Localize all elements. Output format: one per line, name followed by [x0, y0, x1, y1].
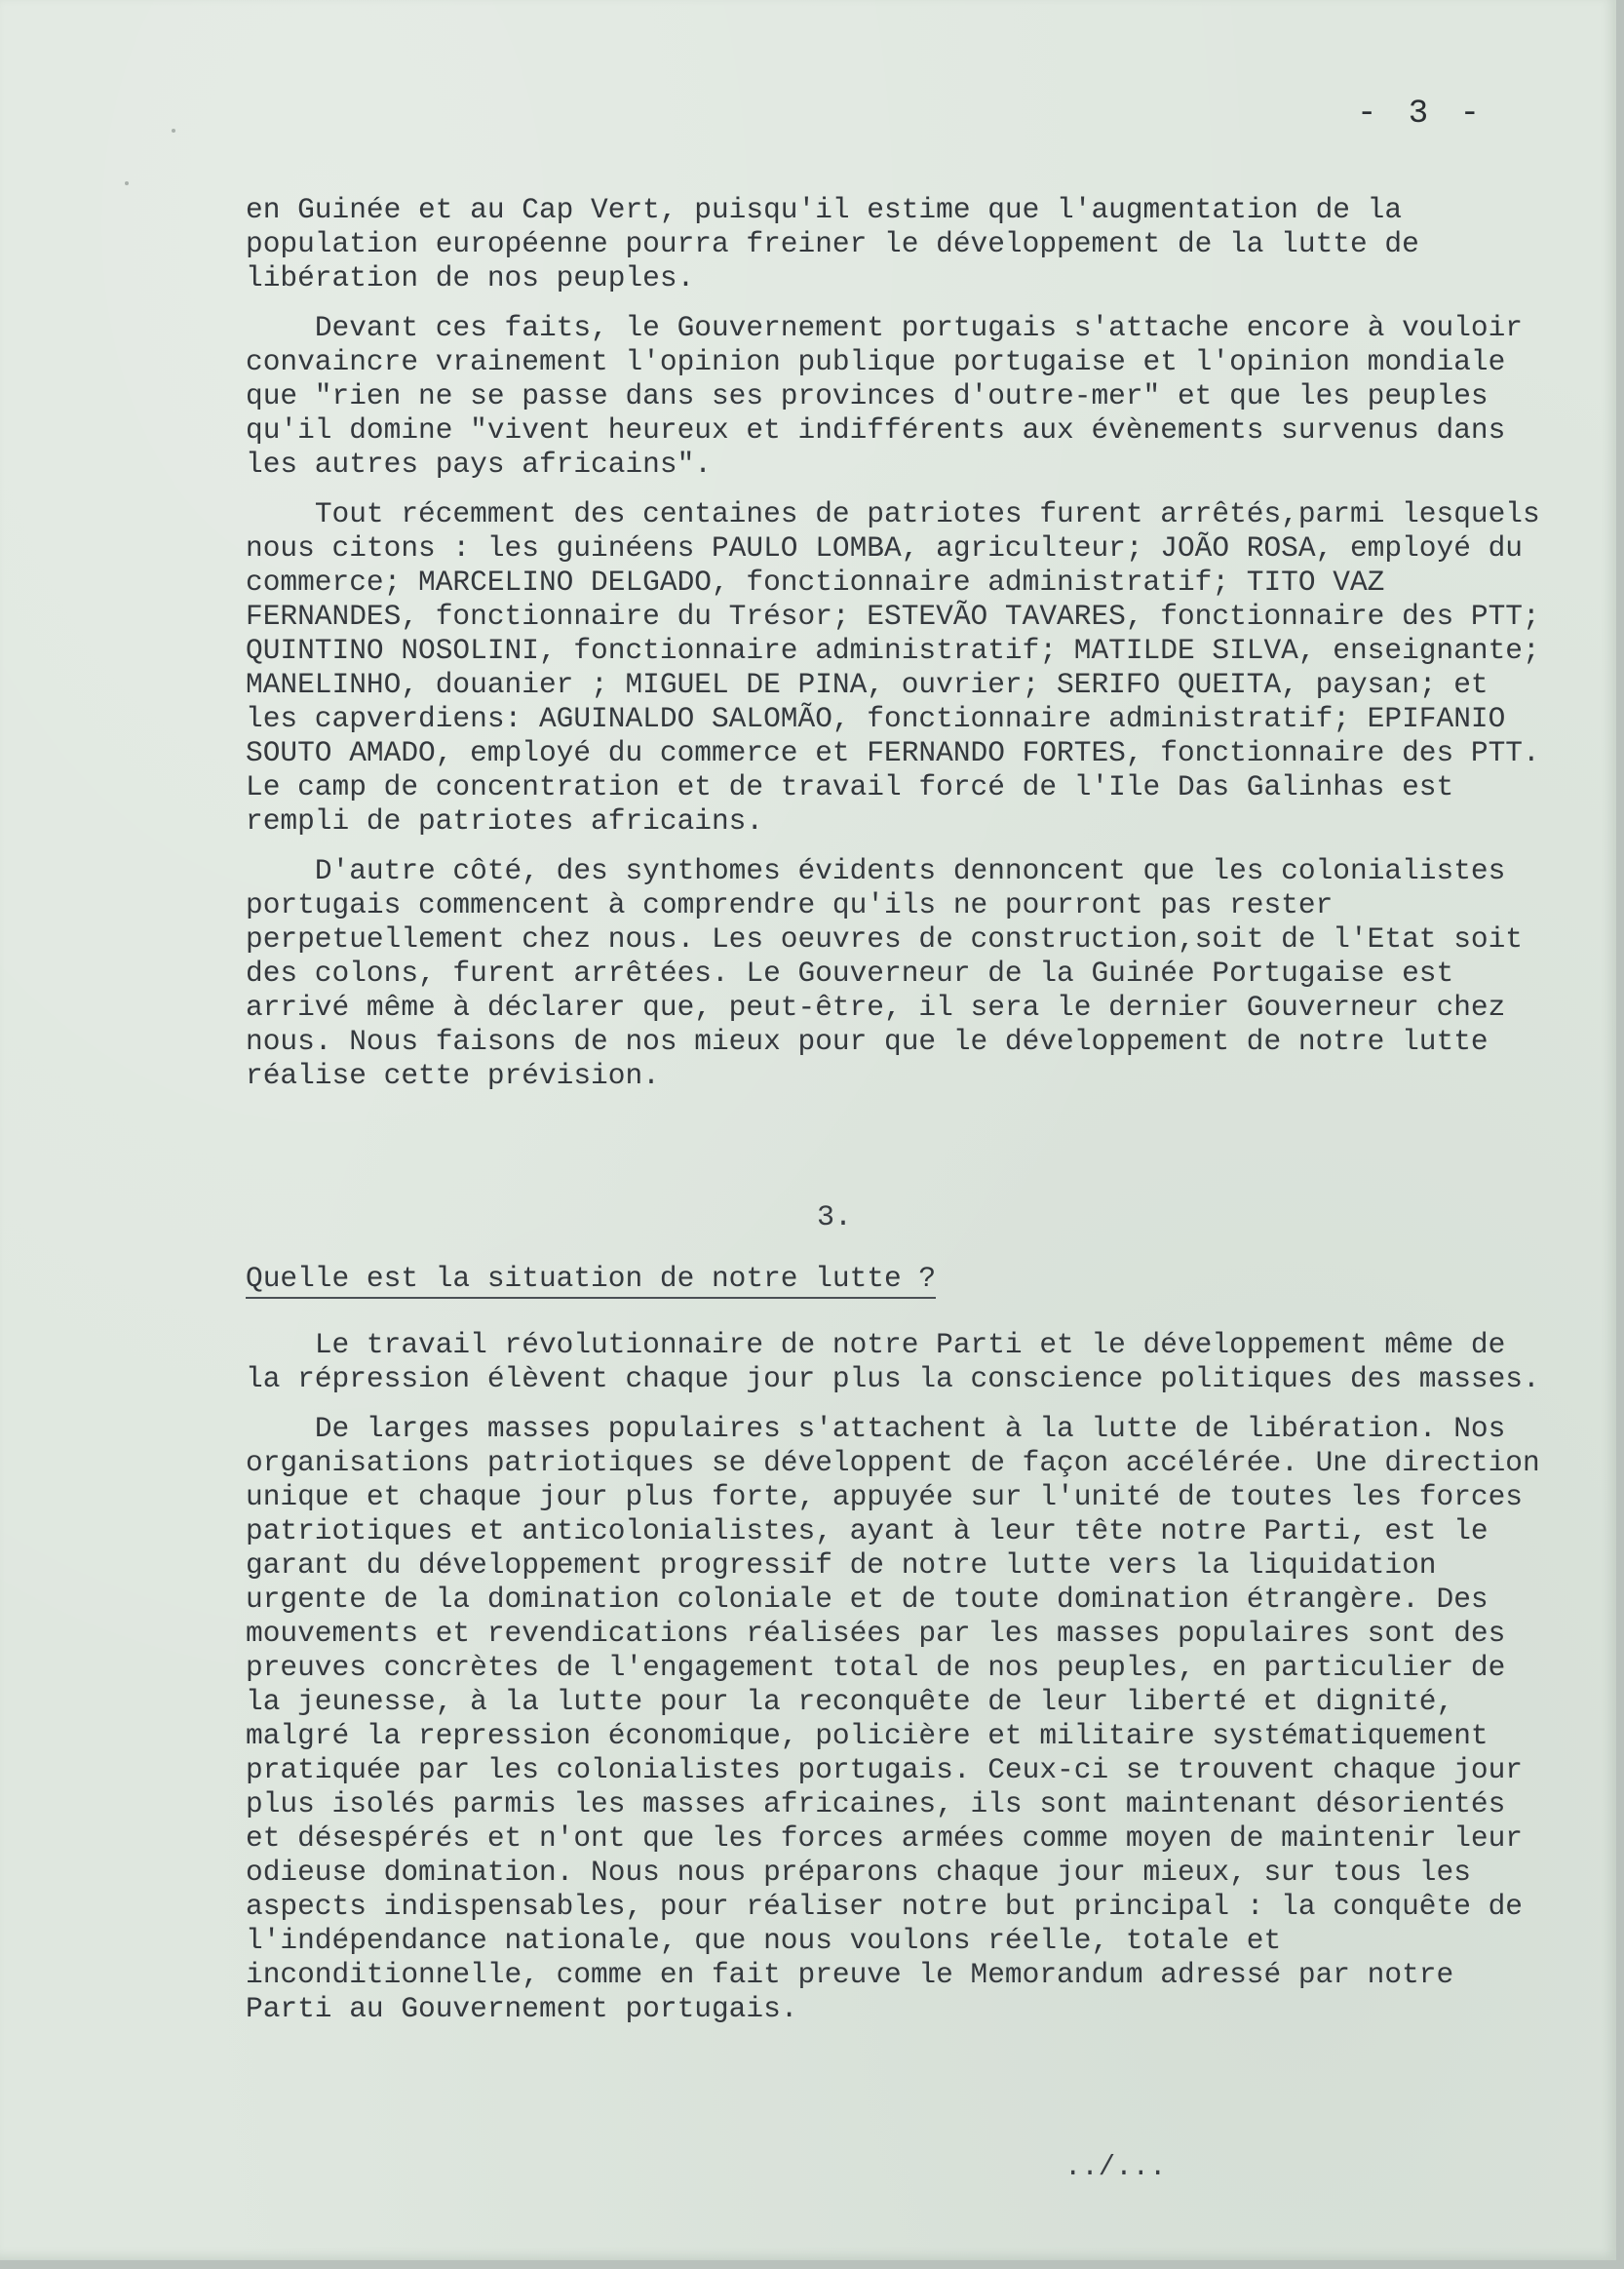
paragraph: Le travail révolutionnaire de notre Parti et le développement même de la répression élèvent chaque jour plus la conscience politiques des masses. [246, 1328, 1540, 1395]
paper-speck [125, 181, 129, 185]
continuation-marker: ../... [1064, 2151, 1167, 2183]
paragraph: Devant ces faits, le Gouvernement portugais s'attache encore à vouloir convaincre vrainement l'opinion publique portugaise et l'opinion mondiale que "rien ne se passe dans ses provinces d'outre-mer" et que les peuples qu'il domine "vivent heureux et indifférents aux évènements survenus dans les autres pays africains". [246, 311, 1540, 481]
body-text-upper [246, 193, 1558, 1109]
paragraph: De larges masses populaires s'attachent à la lutte de libération. Nos organisations patriotiques se développent de façon accélérée. Une direction unique et chaque jour plus forte, appuyée sur l'unité de toutes les forces patriotiques et anticolonialistes, ayant à leur tête notre Parti, est le garant du développement progressif de notre lutte vers la liquidation urgente de la domination coloniale et de toute domination étrangère. Des mouvements et revendications réalisées par les masses populaires sont des preuves concrètes de l'engagement total de nos peuples, en particulier de la jeunesse, à la lutte pour la reconquête de leur liberté et dignité, malgré la repression économique, policière et militaire systématiquement pratiquée par les colonialistes portugais. Ceux-ci se trouvent chaque jour plus isolés parmis les masses africaines, ils sont maintenant désorientés et désespérés et n'ont que les forces armées comme moyen de maintenir leur odieuse domination. Nous nous préparons chaque jour mieux, sur tous les aspects indispensables, pour réaliser notre but principal : la conquête de l'indépendance nationale, que nous voulons réelle, totale et inconditionnelle, comme en fait preuve le Memorandum adressé par notre Parti au Gouvernement portugais. [246, 1412, 1558, 2025]
body-text-lower [246, 1328, 1558, 2042]
paragraph: D'autre côté, des synthomes évidents dennoncent que les colonialistes portugais commencent à comprendre qu'ils ne pourront pas rester perpetuellement chez nous. Les oeuvres de construction,soit de l'Etat soit des colons, furent arrêtées. Le Gouverneur de la Guinée Portugaise est arrivé même à déclarer que, peut-être, il sera le dernier Gouverneur chez nous. Nous faisons de nos mieux pour que le développement de notre lutte réalise cette prévision. [246, 854, 1540, 1092]
paragraph: en Guinée et au Cap Vert, puisqu'il estime que l'augmentation de la population européenne pourra freiner le développement de la lutte de libération de nos peuples. [246, 193, 1437, 294]
paper-speck [172, 129, 175, 133]
section-heading: Quelle est la situation de notre lutte ? [246, 1262, 936, 1299]
section-number: 3. [817, 1201, 853, 1234]
paragraph: Tout récemment des centaines de patriotes furent arrêtés,parmi lesquels nous citons : les guinéens PAULO LOMBA, agriculteur; JOÃO ROSA, employé du commerce; MARCELINO DELGADO, fonctionnaire administratif; TITO VAZ FERNANDES, fonctionnaire du Trésor; ESTEVÃO TAVARES, fonctionnaire des PTT; QUINTINO NOSOLINI, fonctionnaire administratif; MATILDE SILVA, enseignante; MANELINHO, douanier ; MIGUEL DE PINA, ouvrier; SERIFO QUEITA, paysan; et les capverdiens: AGUINALDO SALOMÃO, fonctionnaire administratif; EPIFANIO SOUTO AMADO, employé du commerce et FERNANDO FORTES, fonctionnaire des PTT. Le camp de concentration et de travail forcé de l'Ile Das Galinhas est rempli de patriotes africains. [246, 497, 1558, 838]
page-number: - 3 - [1357, 96, 1487, 133]
